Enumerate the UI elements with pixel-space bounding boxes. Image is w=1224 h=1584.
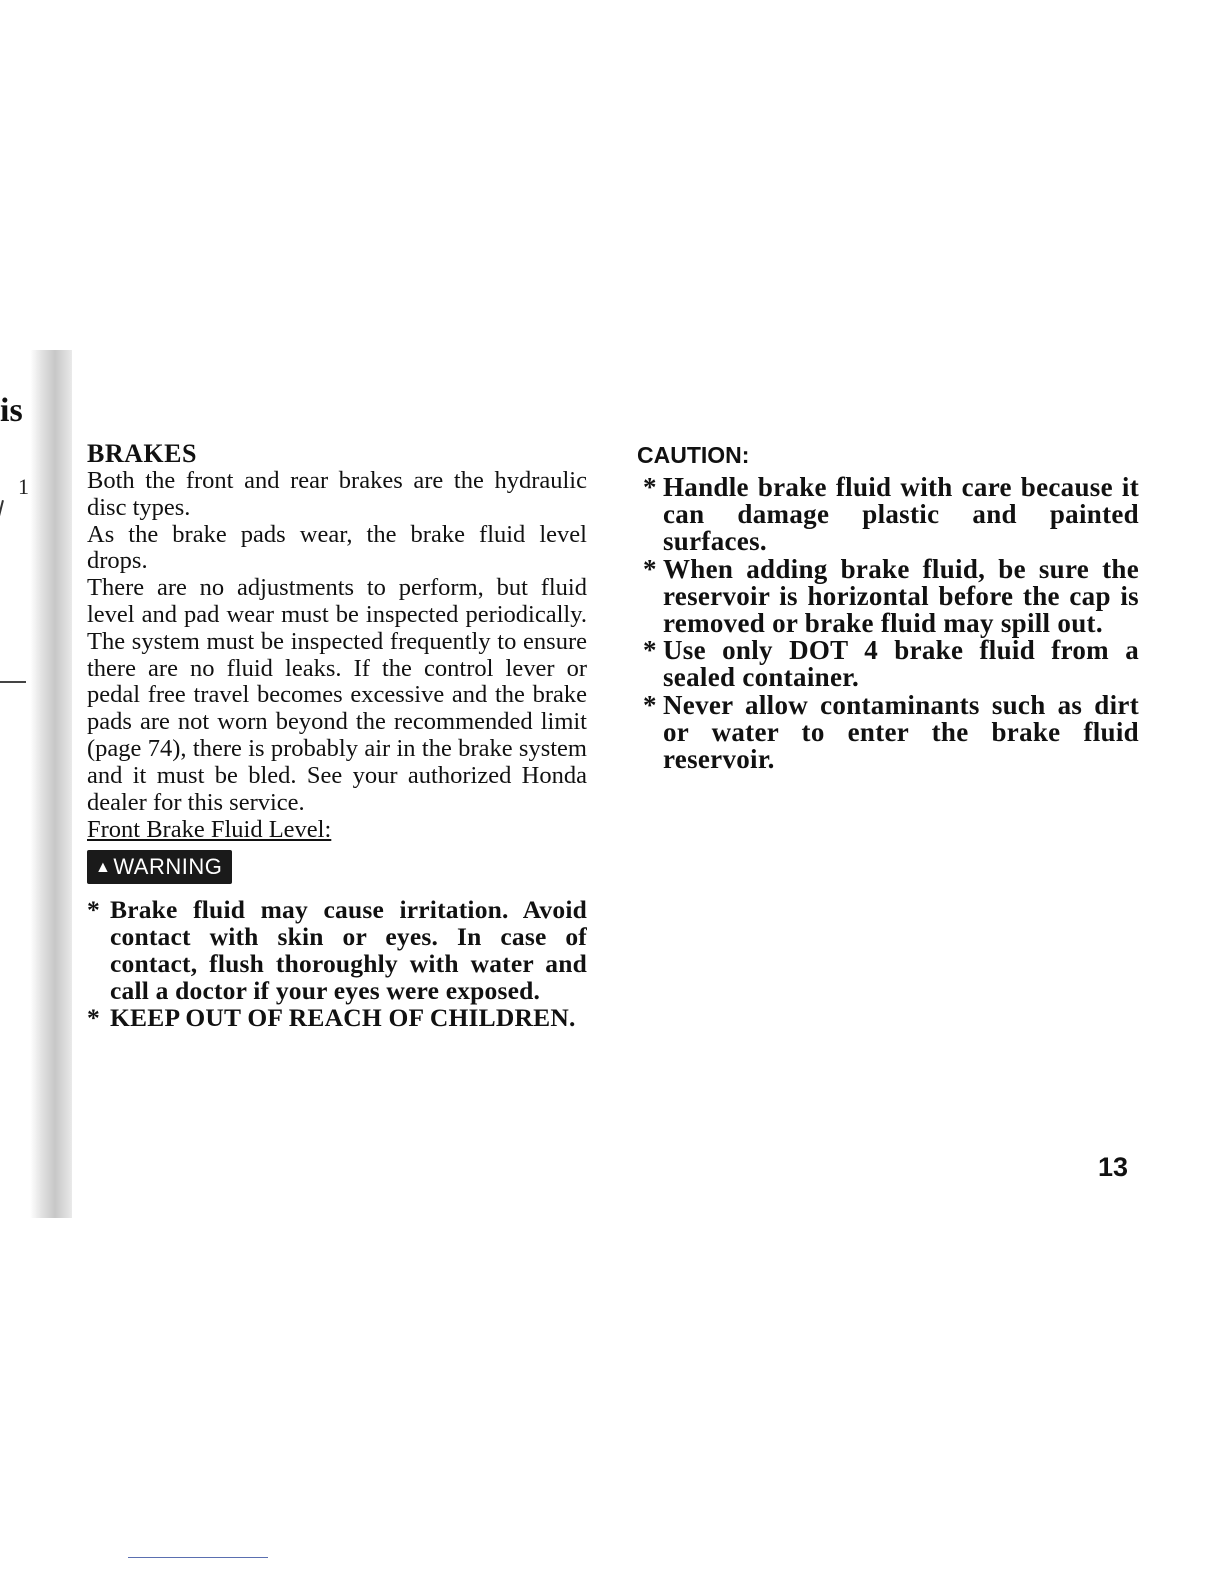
- bullet-icon: *: [87, 1003, 100, 1033]
- caution-item: [637, 474, 1139, 556]
- caution-heading: CAUTION:: [637, 442, 750, 468]
- bottom-rule: [128, 1557, 268, 1558]
- previous-page-marker: 1: [18, 474, 29, 499]
- binding-shadow: [30, 350, 72, 1218]
- warning-badge: [87, 850, 232, 884]
- caution-item: [637, 689, 1139, 775]
- paragraph: Both the front and rear brakes are the hydraulic disc types.: [87, 467, 587, 521]
- bullet-icon: *: [643, 472, 657, 502]
- caution-item: [637, 553, 1139, 639]
- previous-page-slash: [0, 500, 4, 576]
- warning-label: WARNING: [113, 854, 223, 880]
- warning-triangle-icon: ▲: [95, 859, 112, 877]
- right-column: [637, 440, 1139, 773]
- paragraph: There are no adjustments to perform, but fluid level and pad wear must be inspected periodically. The system must be inspected frequently to ensure there are no fluid leaks. If the control lever or pedal free travel becomes excessive and the brake pads are not worn beyond the recommended limit (page 74), there is probably air in the brake system and it must be bled. See your authorized Honda dealer for this service.: [87, 574, 587, 816]
- warning-list: [87, 896, 587, 1031]
- previous-page-dash: [0, 681, 26, 683]
- caution-text: Use only DOT 4 brake fluid from a sealed container.: [663, 635, 1139, 693]
- caution-text: Handle brake fluid with care because it can damage plastic and painted surfaces.: [663, 472, 1139, 557]
- caution-text: Never allow contaminants such as dirt or water to enter the brake fluid reservoir.: [663, 689, 1139, 775]
- caution-list: [637, 474, 1139, 773]
- warning-text: KEEP OUT OF REACH OF CHILDREN.: [110, 1003, 576, 1033]
- paragraph: As the brake pads wear, the brake fluid level drops.: [87, 520, 587, 575]
- previous-page-fragment: is: [0, 392, 23, 429]
- bullet-icon: *: [643, 635, 657, 666]
- warning-text: Brake fluid may cause irritation. Avoid contact with skin or eyes. In case of contact, flush thoroughly with water and call a doctor if your eyes were exposed.: [110, 895, 587, 1006]
- caution-text: When adding brake fluid, be sure the reservoir is horizontal before the cap is removed or brake fluid may spill out.: [663, 553, 1139, 639]
- page-number: 13: [1098, 1152, 1129, 1182]
- subheading-front-brake-fluid: Front Brake Fluid Level:: [87, 816, 332, 844]
- bullet-icon: *: [87, 895, 100, 925]
- caution-item: [637, 637, 1139, 691]
- bullet-icon: *: [643, 553, 657, 584]
- left-column: [87, 440, 587, 1031]
- bullet-icon: *: [643, 689, 657, 720]
- warning-item: [87, 1004, 587, 1031]
- warning-item: [87, 896, 587, 1004]
- section-title: BRAKES: [87, 439, 197, 468]
